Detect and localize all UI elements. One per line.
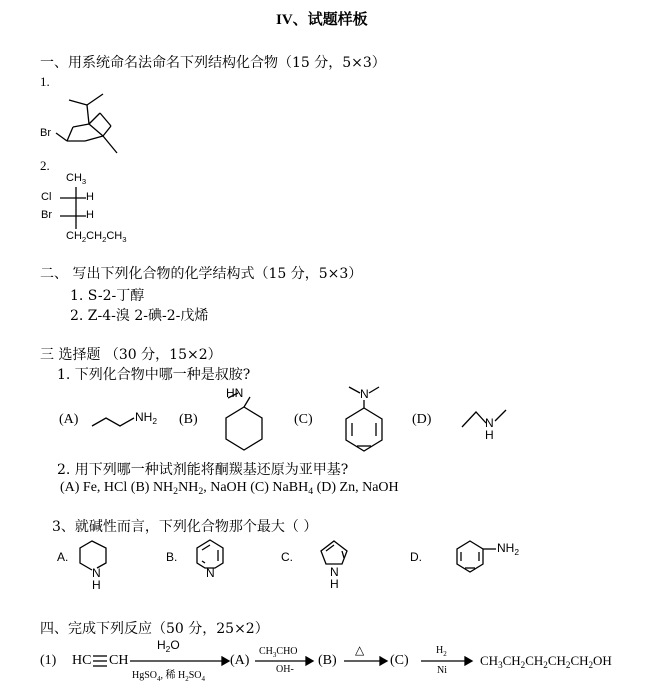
q3-3-c-h: H <box>330 577 339 591</box>
section-2-heading: 二、 写出下列化合物的化学结构式（15 分，5×3） <box>40 266 363 282</box>
arrow1-top-reagent: $H_2O$ <box>157 638 180 654</box>
sec2-item-2: 2. Z-4-溴 2-碘-2-戊烯 <box>70 308 209 324</box>
q3-1-b-hn: HN <box>226 386 244 400</box>
q2-number: 2. <box>40 158 50 173</box>
q2-top-group: $CH_3$ <box>66 172 87 186</box>
q3-3-a-h: H <box>92 578 101 592</box>
arrow2-bottom-reagent: OH- <box>276 664 294 675</box>
page-title: IV、试题样板 <box>276 12 368 28</box>
q3-1-option-b: (B) <box>179 412 198 427</box>
section-4-heading: 四、完成下列反应（50 分，25×2） <box>40 621 269 637</box>
q3-3-c-n: N <box>330 565 339 579</box>
intermediate-c: (C) <box>390 653 409 668</box>
q2-hydrogen-2: H <box>86 209 94 221</box>
arrow4-top-reagent: $H_2$ <box>436 645 447 658</box>
arrow2-top-reagent: $CH_3CHO$ <box>259 646 298 659</box>
q3-3-b-n: N <box>206 566 215 580</box>
q3-2-options: (A) Fe, HCl (B) $NH_2NH_2$, NaOH (C) NaBH$_4$ (D) Zn, NaOH <box>60 480 399 497</box>
arrow3-heat-symbol: △ <box>355 643 365 657</box>
intermediate-b: (B) <box>318 653 337 668</box>
q3-1-d-n: N <box>485 416 494 430</box>
q3-3-d-nh2: $NH_2$ <box>497 541 520 557</box>
arrow4-bottom-reagent: Ni <box>437 665 447 676</box>
q3-1-a-nh2: $NH_2$ <box>135 410 158 426</box>
q2-chloro-label: Cl <box>41 191 52 203</box>
q3-1-option-d: (D) <box>412 412 432 427</box>
q2-hydrogen-1: H <box>86 191 94 203</box>
sec3-question-3: 3、就碱性而言，下列化合物那个最大（ ） <box>52 519 318 535</box>
q2-bromo-label: Br <box>41 209 52 221</box>
q3-3-option-b: B. <box>166 550 178 564</box>
reaction-number: (1) <box>40 653 57 668</box>
reactant-b: CH <box>109 653 129 668</box>
q3-3-a-n: N <box>92 566 101 580</box>
section-3-heading: 三 选择题 （30 分，15×2） <box>40 347 222 363</box>
reactant-a: HC <box>72 653 92 668</box>
q3-3-option-a: A. <box>57 550 69 564</box>
q1-bromo-label: Br <box>40 127 51 139</box>
q3-1-option-c: (C) <box>294 412 313 427</box>
section-1-heading: 一、用系统命名法命名下列结构化合物（15 分，5×3） <box>40 55 386 71</box>
q3-1-d-h: H <box>485 428 494 442</box>
sec3-question-2: 2. 用下列哪一种试剂能将酮羰基还原为亚甲基? <box>57 462 349 478</box>
q2-bottom-group: $CH_2CH_2CH_3$ <box>66 230 127 244</box>
intermediate-a: (A) <box>230 653 250 668</box>
sec2-item-1: 1. S-2-丁醇 <box>70 288 145 304</box>
q1-number: 1. <box>40 74 50 89</box>
q3-1-c-n: N <box>360 387 369 401</box>
sec3-question-1: 1. 下列化合物中哪一种是叔胺? <box>57 367 251 383</box>
arrow1-bottom-reagent: HgSO$_4$, 稀 $H_2SO_4$ <box>132 670 206 683</box>
final-product: $CH_3CH_2CH_2CH_2CH_2OH$ <box>480 653 612 670</box>
q3-3-option-d: D. <box>410 550 422 564</box>
q3-1-option-a: (A) <box>59 412 79 427</box>
q3-3-option-c: C. <box>281 550 293 564</box>
